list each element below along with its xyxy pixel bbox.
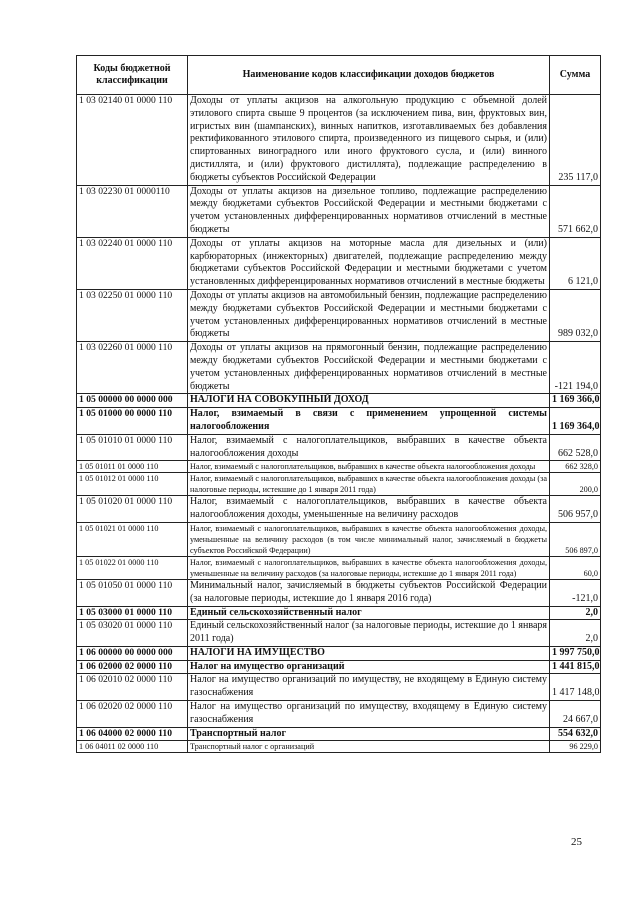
cell-code: 1 03 02240 01 0000 110 (77, 237, 188, 289)
cell-code: 1 06 02010 02 0000 110 (77, 674, 188, 701)
cell-name: Единый сельскохозяйственный налог (188, 606, 550, 620)
table-header-row (77, 56, 601, 95)
cell-sum: 506 957,0 (550, 496, 601, 523)
cell-name: НАЛОГИ НА ИМУЩЕСТВО (188, 646, 550, 660)
cell-sum: 989 032,0 (550, 289, 601, 341)
cell-code: 1 05 01021 01 0000 110 (77, 522, 188, 556)
table-row (77, 473, 601, 496)
cell-sum: 1 997 750,0 (550, 646, 601, 660)
table-row (77, 408, 601, 435)
cell-sum: 1 417 148,0 (550, 674, 601, 701)
cell-sum: 6 121,0 (550, 237, 601, 289)
cell-name: Налог на имущество организаций по имуществу, не входящему в Единую систему газоснабжения (188, 674, 550, 701)
cell-sum: 200,0 (550, 473, 601, 496)
cell-sum: -121,0 (550, 579, 601, 606)
table-row (77, 237, 601, 289)
cell-code: 1 05 01050 01 0000 110 (77, 579, 188, 606)
cell-code: 1 06 00000 00 0000 000 (77, 646, 188, 660)
table-row (77, 741, 601, 753)
table-row (77, 342, 601, 394)
cell-name: Налог, взимаемый с налогоплательщиков, выбравших в качестве объекта налогообложения доходы (за налоговые периоды, истекшие до 1 января 2011 года) (188, 473, 550, 496)
cell-code: 1 03 02250 01 0000 110 (77, 289, 188, 341)
cell-code: 1 05 03000 01 0000 110 (77, 606, 188, 620)
cell-name: Налог, взимаемый с налогоплательщиков, выбравших в качестве объекта налогообложения доходы (188, 434, 550, 461)
cell-code: 1 05 01010 01 0000 110 (77, 434, 188, 461)
table-row (77, 674, 601, 701)
table-row (77, 646, 601, 660)
cell-name: Налог на имущество организаций (188, 660, 550, 674)
cell-sum: 1 169 366,0 (550, 394, 601, 408)
cell-code: 1 05 01012 01 0000 110 (77, 473, 188, 496)
cell-name: Доходы от уплаты акцизов на прямогонный бензин, подлежащие распределению между бюджетами субъектов Российской Федерации и местными бюджетами с учетом установленных дифференцированных нормативов отчислений в местные бюджеты (188, 342, 550, 394)
cell-code: 1 05 00000 00 0000 000 (77, 394, 188, 408)
cell-code: 1 05 01011 01 0000 110 (77, 461, 188, 473)
cell-sum: 60,0 (550, 556, 601, 579)
cell-sum: 1 441 815,0 (550, 660, 601, 674)
table-row (77, 522, 601, 556)
cell-name: Доходы от уплаты акцизов на алкогольную продукцию с объемной долей этилового спирта свыше 9 процентов (за исключением пива, вин, фруктовых вин, игристых вин (шампанских), винных напитков, изготавливаемых без добавления ректификованного этилового спирта, произведенного из пищевого сырья, и (или) спиртованных виноградного или иного фруктового сусла, и (или) винного дистиллята, и (или) фруктового дистиллята), подлежащие распределению в бюджеты субъектов Российской Федерации (188, 95, 550, 186)
cell-code: 1 03 02140 01 0000 110 (77, 95, 188, 186)
header-code: Коды бюджетной классификации (77, 56, 188, 95)
cell-name: Транспортный налог (188, 727, 550, 741)
cell-sum: -121 194,0 (550, 342, 601, 394)
cell-code: 1 03 02230 01 0000110 (77, 185, 188, 237)
table-row (77, 434, 601, 461)
cell-name: Минимальный налог, зачисляемый в бюджеты субъектов Российской Федерации (за налоговые периоды, истекшие до 1 января 2016 года) (188, 579, 550, 606)
cell-sum: 235 117,0 (550, 95, 601, 186)
cell-code: 1 06 02020 02 0000 110 (77, 701, 188, 728)
table-row (77, 185, 601, 237)
cell-name: Налог, взимаемый с налогоплательщиков, выбравших в качестве объекта налогообложения доходы, уменьшенные на величину расходов (188, 496, 550, 523)
header-name: Наименование кодов классификации доходов бюджетов (188, 56, 550, 95)
cell-name: Доходы от уплаты акцизов на моторные масла для дизельных и (или) карбюраторных (инжекторных) двигателей, подлежащие распределению между бюджетами субъектов Российской Федерации и местными бюджетами с учетом установленных дифференцированных нормативов отчислений в местные бюджеты (188, 237, 550, 289)
table-row (77, 620, 601, 647)
cell-code: 1 06 02000 02 0000 110 (77, 660, 188, 674)
table-row (77, 496, 601, 523)
cell-sum: 554 632,0 (550, 727, 601, 741)
cell-sum: 662 528,0 (550, 434, 601, 461)
page-number: 25 (571, 836, 582, 848)
cell-name: Единый сельскохозяйственный налог (за налоговые периоды, истекшие до 1 января 2011 года) (188, 620, 550, 647)
table-row (77, 660, 601, 674)
table-row (77, 461, 601, 473)
cell-sum: 506 897,0 (550, 522, 601, 556)
table-row (77, 289, 601, 341)
cell-name: Доходы от уплаты акцизов на дизельное топливо, подлежащие распределению между бюджетами субъектов Российской Федерации и местными бюджетами с учетом установленных дифференцированных нормативов отчислений в местные бюджеты (188, 185, 550, 237)
cell-sum: 662 328,0 (550, 461, 601, 473)
budget-revenue-table (76, 55, 601, 753)
cell-name: Налог на имущество организаций по имуществу, входящему в Единую систему газоснабжения (188, 701, 550, 728)
cell-code: 1 06 04011 02 0000 110 (77, 741, 188, 753)
table-row (77, 579, 601, 606)
cell-name: Налог, взимаемый с налогоплательщиков, выбравших в качестве объекта налогообложения доходы (188, 461, 550, 473)
cell-sum: 2,0 (550, 620, 601, 647)
cell-name: Транспортный налог с организаций (188, 741, 550, 753)
header-sum: Сумма (550, 56, 601, 95)
table-body (77, 95, 601, 753)
table-row (77, 394, 601, 408)
cell-code: 1 05 01022 01 0000 110 (77, 556, 188, 579)
cell-code: 1 06 04000 02 0000 110 (77, 727, 188, 741)
cell-sum: 2,0 (550, 606, 601, 620)
cell-name: НАЛОГИ НА СОВОКУПНЫЙ ДОХОД (188, 394, 550, 408)
cell-name: Доходы от уплаты акцизов на автомобильный бензин, подлежащие распределению между бюджетами субъектов Российской Федерации и местными бюджетами с учетом установленных дифференцированных нормативов отчислений в местные бюджеты (188, 289, 550, 341)
cell-name: Налог, взимаемый в связи с применением упрощенной системы налогообложения (188, 408, 550, 435)
cell-code: 1 05 03020 01 0000 110 (77, 620, 188, 647)
document-page (76, 55, 600, 753)
cell-code: 1 05 01020 01 0000 110 (77, 496, 188, 523)
cell-sum: 96 229,0 (550, 741, 601, 753)
cell-code: 1 03 02260 01 0000 110 (77, 342, 188, 394)
table-row (77, 701, 601, 728)
cell-name: Налог, взимаемый с налогоплательщиков, выбравших в качестве объекта налогообложения доходы, уменьшенные на величину расходов (за налоговые периоды, истекшие до 1 января 2011 года) (188, 556, 550, 579)
cell-name: Налог, взимаемый с налогоплательщиков, выбравших в качестве объекта налогообложения доходы, уменьшенные на величину расходов (в том числе минимальный налог, зачисляемый в бюджеты субъектов Российской Федерации) (188, 522, 550, 556)
table-row (77, 606, 601, 620)
table-row (77, 727, 601, 741)
table-row (77, 95, 601, 186)
table-row (77, 556, 601, 579)
cell-code: 1 05 01000 00 0000 110 (77, 408, 188, 435)
cell-sum: 1 169 364,0 (550, 408, 601, 435)
cell-sum: 24 667,0 (550, 701, 601, 728)
cell-sum: 571 662,0 (550, 185, 601, 237)
